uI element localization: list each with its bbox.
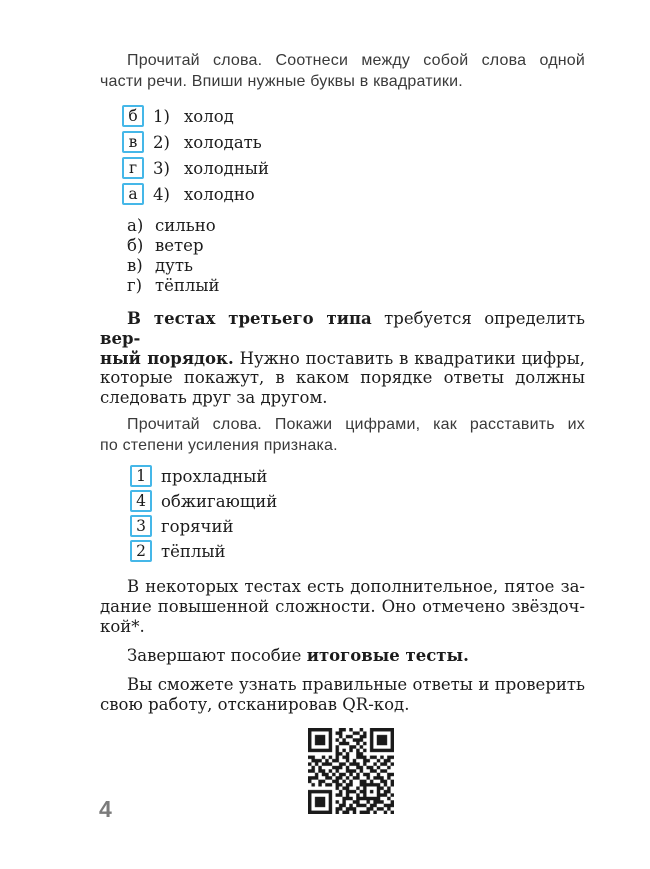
text-line — [100, 349, 585, 369]
text-segment: по степени усиления признака. — [100, 436, 338, 454]
text-line — [100, 617, 585, 637]
text-line — [100, 597, 585, 617]
list-item — [127, 275, 585, 295]
word-label: обжигающий — [161, 491, 278, 511]
item-letter-label: г) — [127, 275, 143, 295]
options-list — [127, 215, 585, 295]
text-segment: Прочитай слова. Покажи цифрами, как расставить их — [127, 415, 585, 433]
text-line — [100, 50, 585, 71]
answer-box: г — [122, 157, 144, 179]
qr-code — [308, 728, 394, 814]
explainer-third-type-paragraph — [100, 309, 585, 408]
item-letter-label: в) — [127, 255, 143, 275]
list-item — [122, 103, 585, 129]
answer-box: 1 — [130, 465, 152, 487]
ordering-list — [130, 464, 585, 564]
text-line — [100, 368, 585, 388]
word-label: холодный — [184, 158, 269, 178]
text-line — [100, 388, 585, 408]
word-label: горячий — [161, 516, 234, 536]
intro-paragraph-matching — [100, 50, 585, 92]
text-segment: Нужно поставить в квадратики цифры, — [233, 348, 585, 368]
bold-text-segment: В тестах третьего типа — [127, 309, 372, 328]
text-segment: требуется определить — [371, 309, 585, 328]
answer-box: 2 — [130, 540, 152, 562]
item-number: 1) — [153, 106, 170, 126]
page-number: 4 — [99, 796, 112, 822]
item-number: 4) — [153, 184, 170, 204]
item-letter-label: б) — [127, 235, 144, 255]
note-extra-task-paragraph — [100, 577, 585, 636]
answer-box: а — [122, 183, 144, 205]
text-segment: дание повышенной сложности. Оно отмечено звёздоч- — [100, 596, 585, 616]
note-final-tests-paragraph — [100, 646, 585, 666]
text-segment: свою работу, отсканировав QR-код. — [100, 694, 410, 714]
bold-text-segment: вер- — [100, 328, 141, 348]
text-segment: которые покажут, в каком порядке ответы должны — [100, 368, 585, 388]
text-line — [100, 646, 585, 666]
word-label: прохладный — [161, 466, 268, 486]
text-line — [100, 309, 585, 349]
text-segment: Прочитай слова. Соотнеси между собой слова одной — [127, 52, 585, 69]
text-line — [100, 675, 585, 695]
item-letter-label: а) — [127, 215, 144, 235]
list-item — [130, 514, 585, 539]
word-label: холодать — [184, 132, 262, 152]
word-label: дуть — [155, 255, 193, 275]
bold-text-segment: ный порядок. — [100, 348, 234, 368]
answer-box: в — [122, 131, 144, 153]
text-segment: Завершают пособие — [127, 646, 307, 666]
text-segment: Вы сможете узнать правильные ответы и проверить — [127, 675, 585, 695]
text-line — [100, 71, 585, 92]
item-number: 2) — [153, 132, 170, 152]
note-qr-paragraph — [100, 675, 585, 715]
intro-paragraph-ordering — [100, 414, 585, 456]
matching-list — [122, 103, 585, 207]
answer-box: б — [122, 105, 144, 127]
word-label: тёплый — [161, 541, 226, 561]
text-segment: части речи. Впиши нужные буквы в квадратики. — [100, 73, 463, 90]
list-item — [122, 181, 585, 207]
list-item — [127, 235, 585, 255]
item-number: 3) — [153, 158, 170, 178]
word-label: холодно — [184, 184, 255, 204]
list-item — [127, 215, 585, 235]
text-segment: кой*. — [100, 616, 145, 636]
text-line — [100, 695, 585, 715]
text-segment: следовать друг за другом. — [100, 388, 328, 408]
text-line — [100, 577, 585, 597]
page-content — [100, 50, 585, 814]
text-segment: В некоторых тестах есть дополнительное, пятое за- — [127, 576, 585, 596]
text-line — [100, 414, 585, 435]
list-item — [130, 464, 585, 489]
list-item — [130, 489, 585, 514]
list-item — [127, 255, 585, 275]
answer-box: 4 — [130, 490, 152, 512]
bold-text-segment: итоговые тесты. — [306, 646, 469, 666]
word-label: холод — [184, 106, 234, 126]
word-label: ветер — [155, 235, 204, 255]
list-item — [122, 155, 585, 181]
answer-box: 3 — [130, 515, 152, 537]
word-label: сильно — [155, 215, 216, 235]
list-item — [130, 539, 585, 564]
word-label: тёплый — [155, 275, 220, 295]
list-item — [122, 129, 585, 155]
text-line — [100, 435, 585, 456]
